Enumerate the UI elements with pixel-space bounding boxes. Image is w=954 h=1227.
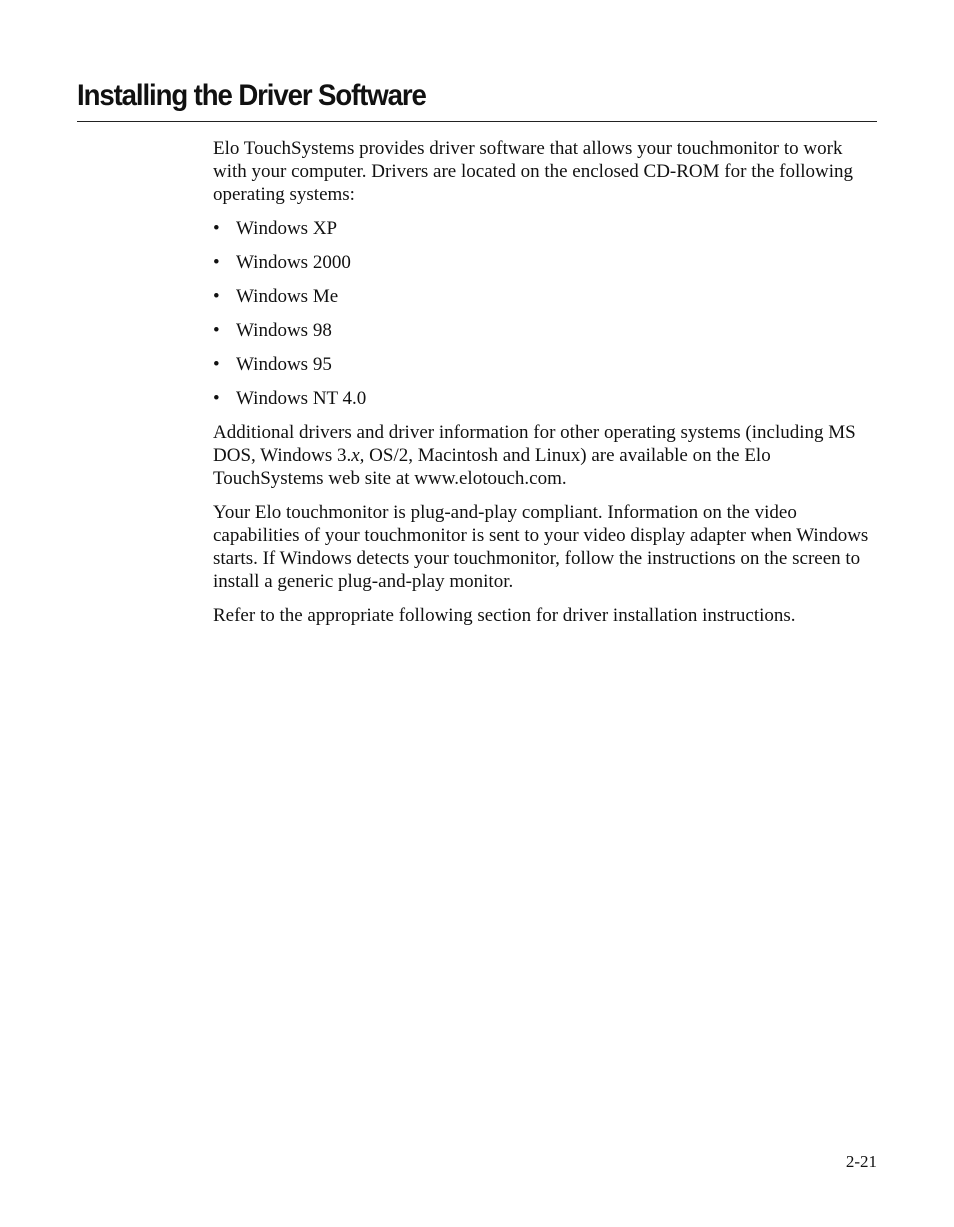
additional-text-italic: x, — [351, 445, 365, 466]
list-item — [213, 217, 877, 240]
os-list — [213, 217, 877, 410]
os-item-label: Windows XP — [236, 218, 338, 239]
plug-and-play-paragraph: Your Elo touchmonitor is plug-and-play compliant. Information on the video capabilities of your touchmonitor is sent to your video display adapter when Windows starts. If Windows detects your touchmonitor, follow the instructions on the screen to install a generic plug-and-play monitor. — [213, 502, 869, 592]
os-item-label: Windows NT 4.0 — [236, 388, 367, 409]
list-item — [213, 353, 877, 376]
os-item-label: Windows 2000 — [236, 252, 351, 273]
refer-paragraph: Refer to the appropriate following section for driver installation instructions. — [213, 605, 796, 626]
list-item — [213, 251, 877, 274]
os-item-label: Windows 95 — [236, 354, 332, 375]
os-item-label: Windows 98 — [236, 320, 332, 341]
additional-drivers-paragraph — [213, 421, 877, 490]
bullet-icon: • — [213, 218, 220, 239]
page-number: 2-21 — [845, 1152, 877, 1171]
title-rule — [77, 121, 877, 122]
list-item — [213, 387, 877, 410]
bullet-icon: • — [213, 354, 220, 375]
additional-text-part2: OS/2, Macintosh and Linux) are available on the Elo TouchSystems web site at www.elotouch.com. — [213, 445, 771, 489]
bullet-icon: • — [213, 388, 220, 409]
bullet-icon: • — [213, 252, 220, 273]
bullet-icon: • — [213, 320, 220, 341]
os-item-label: Windows Me — [236, 286, 339, 307]
additional-text-part1: Additional drivers and driver information for other operating systems (including MS DOS, Windows 3. — [213, 422, 856, 466]
list-item — [213, 285, 877, 308]
page-title: Installing the Driver Software — [77, 79, 426, 112]
intro-paragraph: Elo TouchSystems provides driver software that allows your touchmonitor to work with your computer. Drivers are located on the enclosed CD-ROM for the following operating systems: — [213, 138, 854, 205]
list-item — [213, 319, 877, 342]
bullet-icon: • — [213, 286, 220, 307]
body-text — [213, 137, 877, 638]
